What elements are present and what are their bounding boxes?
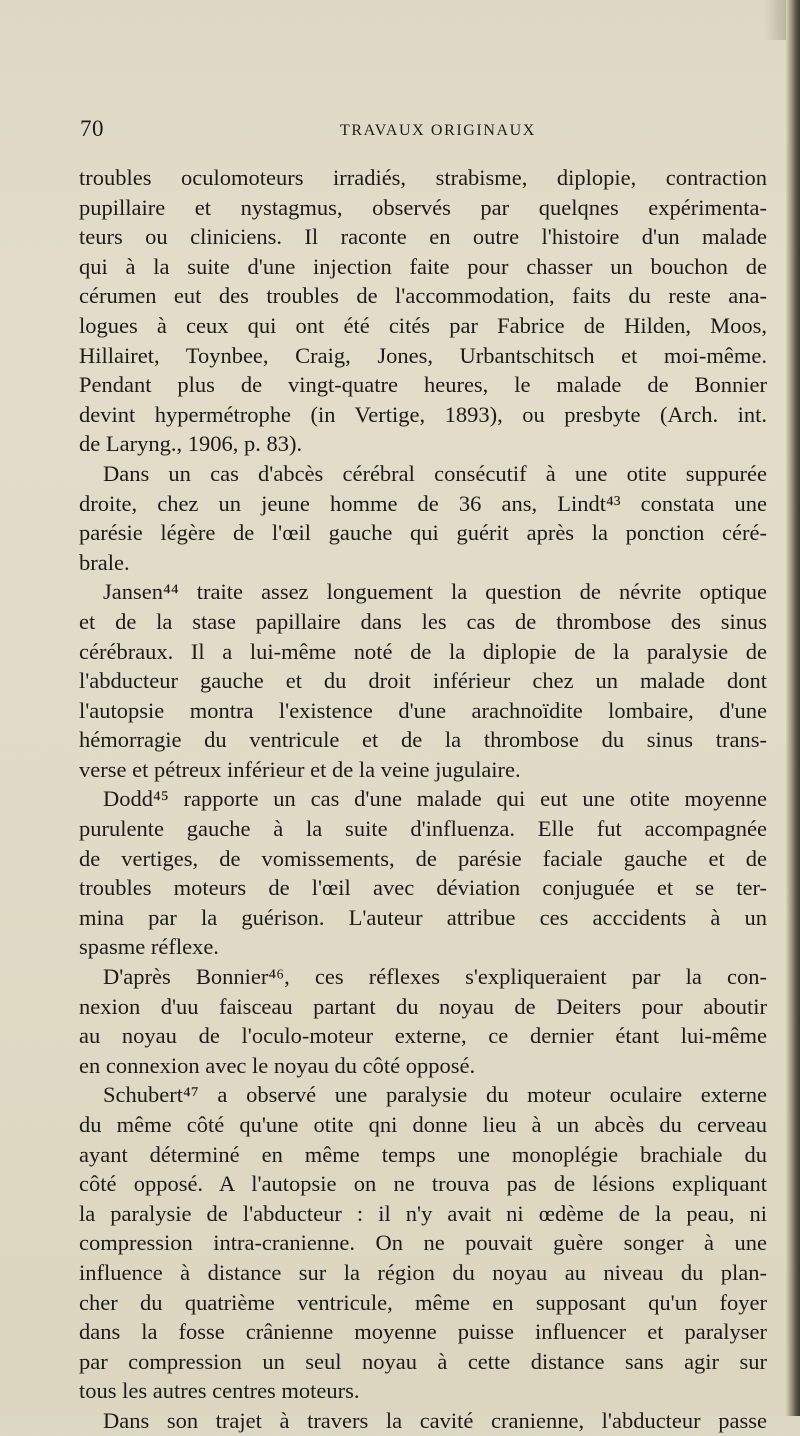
text-line: par compression un seul noyau à cette distance sans agir sur [79, 1348, 767, 1374]
text-line: tous les autres centres moteurs. [79, 1378, 360, 1404]
text-line: purulente gauche à la suite d'influenza. Elle fut accompagnée [79, 816, 767, 842]
text-line: côté opposé. A l'autopsie on ne trouva pas de lésions expliquant [79, 1171, 767, 1197]
text-line: cérébraux. Il a lui-même noté de la diplopie de la paralysie de [79, 638, 767, 664]
text-line: logues à ceux qui ont été cités par Fabrice de Hilden, Moos, [79, 312, 767, 338]
text-line: devint hypermétrophe (in Vertige, 1893), ou presbyte (Arch. int. [79, 401, 767, 427]
text-line: nexion d'uu faisceau partant du noyau de Deiters pour aboutir [79, 993, 767, 1019]
text-line: droite, chez un jeune homme de 36 ans, Lindt⁴³ constata une [79, 490, 767, 516]
text-line: compression intra-cranienne. On ne pouvait guère songer à une [79, 1230, 767, 1256]
text-line: cher du quatrième ventricule, même en supposant qu'un foyer [79, 1289, 767, 1315]
running-head: TRAVAUX ORIGINAUX [340, 122, 536, 139]
text-line: Jansen⁴⁴ traite assez longuement la question de névrite optique [103, 579, 767, 605]
text-line: qui à la suite d'une injection faite pour chasser un bouchon de [79, 253, 767, 279]
text-line: D'après Bonnier⁴⁶, ces réflexes s'expliqueraient par la con- [103, 964, 767, 990]
text-line: de Laryng., 1906, p. 83). [79, 431, 303, 457]
text-line: troubles oculomoteurs irradiés, strabisme, diplopie, contraction [79, 165, 767, 190]
text-line: mina par la guérison. L'auteur attribue ces acccidents à un [79, 904, 767, 930]
text-line: la paralysie de l'abducteur : il n'y avait ni œdème de la peau, ni [79, 1200, 767, 1226]
text-line: ayant déterminé en même temps une monoplégie brachiale du [79, 1141, 767, 1167]
text-line: pupillaire et nystagmus, observés par quelqnes expérimenta- [79, 194, 767, 220]
text-line: influence à distance sur la région du noyau au niveau du plan- [79, 1259, 767, 1285]
text-line: brale. [79, 549, 130, 575]
text-line: l'abducteur gauche et du droit inférieur chez un malade dont [79, 668, 767, 694]
text-line: verse et pétreux inférieur et de la veine jugulaire. [79, 756, 521, 782]
text-line: en connexion avec le noyau du côté opposé. [79, 1052, 476, 1078]
text-line: de vertiges, de vomissements, de parésie faciale gauche et de [79, 845, 767, 871]
text-line: spasme réflexe. [79, 934, 219, 960]
text-line: Dodd⁴⁵ rapporte un cas d'une malade qui eut une otite moyenne [103, 786, 767, 812]
body-text [79, 163, 767, 1436]
text-line: cérumen eut des troubles de l'accommodation, faits du reste ana- [79, 283, 767, 309]
text-line: dans la fosse crânienne moyenne puisse influencer et paralyser [79, 1319, 767, 1345]
text-line: Pendant plus de vingt-quatre heures, le malade de Bonnier [79, 372, 767, 398]
text-line: au noyau de l'oculo-moteur externe, ce dernier étant lui-même [79, 1023, 767, 1049]
text-line: du même côté qu'une otite qni donne lieu à un abcès du cerveau [79, 1112, 767, 1137]
text-line: Dans son trajet à travers la cavité cranienne, l'abducteur passe [103, 1407, 767, 1433]
text-line: Schubert⁴⁷ a observé une paralysie du moteur oculaire externe [103, 1082, 767, 1108]
text-line: Hillairet, Toynbee, Craig, Jones, Urbantschitsch et moi-même. [79, 342, 767, 368]
page-number: 70 [80, 116, 104, 141]
text-line: teurs ou cliniciens. Il raconte en outre l'histoire d'un malade [79, 224, 767, 250]
text-line: et de la stase papillaire dans les cas de thrombose des sinus [79, 608, 767, 634]
text-line: Dans un cas d'abcès cérébral consécutif à une otite suppurée [103, 460, 767, 486]
page-header [80, 116, 766, 146]
text-line: parésie légère de l'œil gauche qui guérit après la ponction céré- [79, 520, 767, 546]
text-line: hémorragie du ventricule et de la thrombose du sinus trans- [79, 727, 767, 753]
text-line: troubles moteurs de l'œil avec déviation conjuguée et se ter- [79, 875, 767, 901]
page-edge [786, 0, 800, 1416]
text-line: l'autopsie montra l'existence d'une arachnoïdite lombaire, d'une [79, 697, 767, 723]
